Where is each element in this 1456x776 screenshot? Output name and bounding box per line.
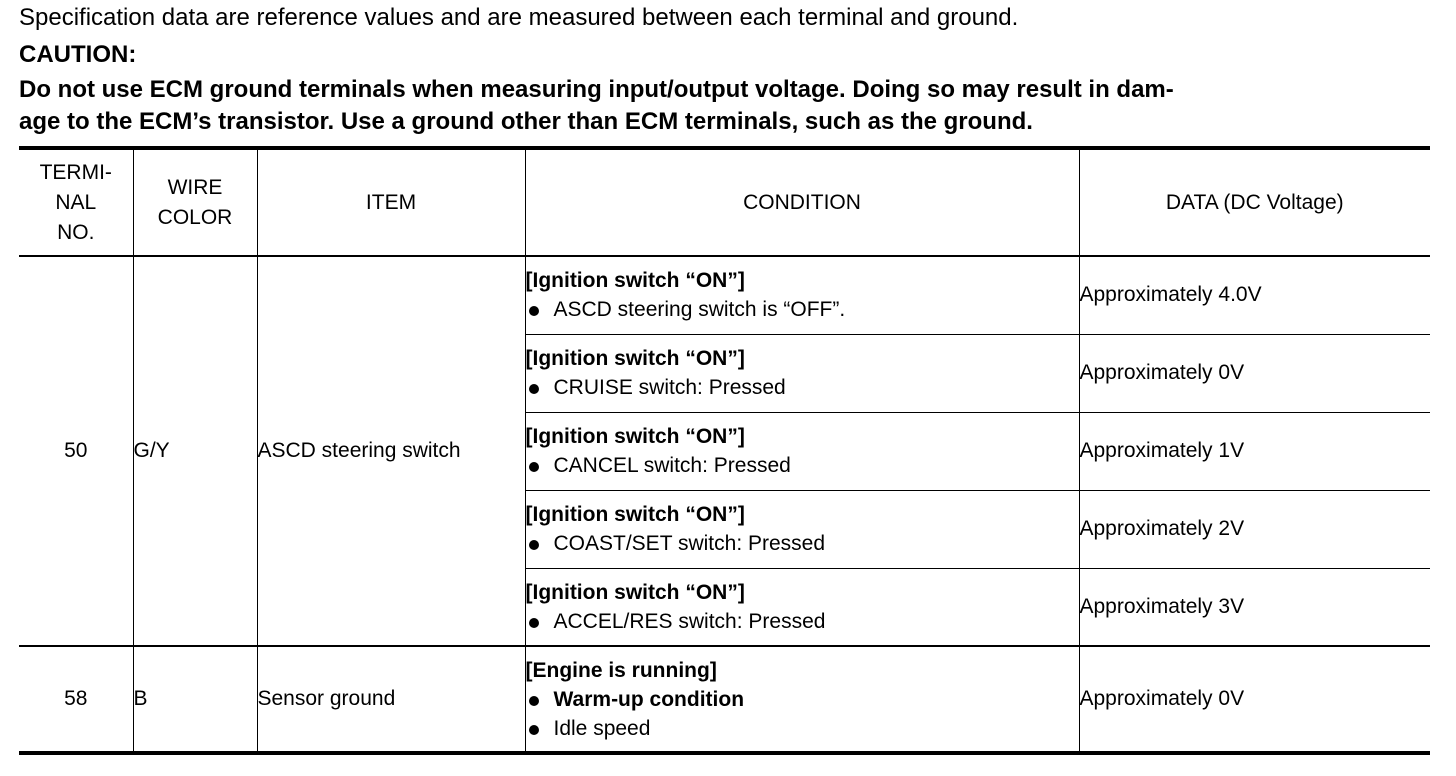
- condition-bullet-text: CANCEL switch: Pressed: [553, 454, 791, 477]
- condition-bullet: [526, 529, 1079, 558]
- table-row: [19, 646, 1430, 753]
- header-wire-line: WIRE: [167, 175, 223, 199]
- bullet-icon: [529, 462, 539, 472]
- caution-body: [19, 74, 1434, 138]
- condition-cell: [525, 646, 1079, 753]
- wire-color-cell: G/Y: [133, 256, 257, 646]
- header-terminal-line: NO.: [57, 220, 95, 244]
- data-cell: Approximately 4.0V: [1079, 256, 1430, 334]
- caution-line-2: age to the ECM’s transistor. Use a ground other than ECM terminals, such as the ground.: [19, 108, 1033, 135]
- bullet-icon: [529, 384, 539, 394]
- data-cell: Approximately 3V: [1079, 568, 1430, 646]
- header-wire-color: [133, 148, 257, 256]
- bullet-icon: [529, 618, 539, 628]
- condition-bullet: [526, 607, 1079, 636]
- item-cell: ASCD steering switch: [257, 256, 525, 646]
- data-cell: Approximately 2V: [1079, 490, 1430, 568]
- condition-bullet-text: COAST/SET switch: Pressed: [553, 532, 826, 555]
- bullet-icon: [529, 540, 539, 550]
- header-data: DATA (DC Voltage): [1079, 148, 1430, 256]
- bullet-icon: [529, 696, 539, 706]
- bullet-icon: [529, 725, 539, 735]
- header-condition: CONDITION: [525, 148, 1079, 256]
- caution-title: CAUTION:: [19, 41, 137, 68]
- condition-heading: [Engine is running]: [525, 658, 717, 682]
- header-terminal-line: TERMI-: [39, 160, 112, 184]
- condition-heading: [Ignition switch “ON”]: [525, 269, 745, 293]
- header-terminal-line: NAL: [55, 190, 97, 214]
- condition-bullet: [526, 373, 1079, 402]
- condition-heading: [Ignition switch “ON”]: [525, 503, 745, 526]
- condition-bullet-text: Warm-up condition: [553, 687, 745, 711]
- header-wire-line: COLOR: [157, 205, 233, 229]
- condition-bullet-text: Idle speed: [553, 716, 651, 740]
- intro-text: Specification data are reference values and are measured between each terminal and ground.: [19, 4, 1019, 31]
- condition-cell: [525, 490, 1079, 568]
- condition-bullet: [526, 295, 1079, 324]
- table-row: [19, 256, 1430, 334]
- table-header-row: [19, 148, 1430, 256]
- condition-bullet-text: ACCEL/RES switch: Pressed: [553, 609, 826, 633]
- bullet-icon: [529, 306, 539, 316]
- terminal-cell: 58: [19, 646, 133, 753]
- condition-bullet: [526, 451, 1079, 480]
- data-cell: Approximately 0V: [1079, 646, 1430, 753]
- header-item: ITEM: [257, 148, 525, 256]
- data-cell: Approximately 1V: [1079, 412, 1430, 490]
- spec-table: [19, 146, 1430, 755]
- condition-bullet-text: CRUISE switch: Pressed: [553, 376, 786, 399]
- condition-cell: [525, 568, 1079, 646]
- caution-line-1: Do not use ECM ground terminals when measuring input/output voltage. Doing so may result in dam-: [19, 76, 1174, 103]
- condition-cell: [525, 334, 1079, 412]
- condition-heading: [Ignition switch “ON”]: [525, 425, 745, 448]
- item-cell: Sensor ground: [257, 646, 525, 753]
- condition-bullet: [526, 714, 1079, 743]
- condition-cell: [525, 256, 1079, 334]
- data-cell: Approximately 0V: [1079, 334, 1430, 412]
- terminal-cell: 50: [19, 256, 133, 646]
- condition-heading: [Ignition switch “ON”]: [525, 347, 745, 370]
- wire-color-cell: B: [133, 646, 257, 753]
- condition-bullet: [526, 685, 1079, 714]
- condition-bullet-text: ASCD steering switch is “OFF”.: [553, 298, 846, 322]
- header-terminal-no: [19, 148, 133, 256]
- condition-cell: [525, 412, 1079, 490]
- condition-heading: [Ignition switch “ON”]: [525, 580, 745, 604]
